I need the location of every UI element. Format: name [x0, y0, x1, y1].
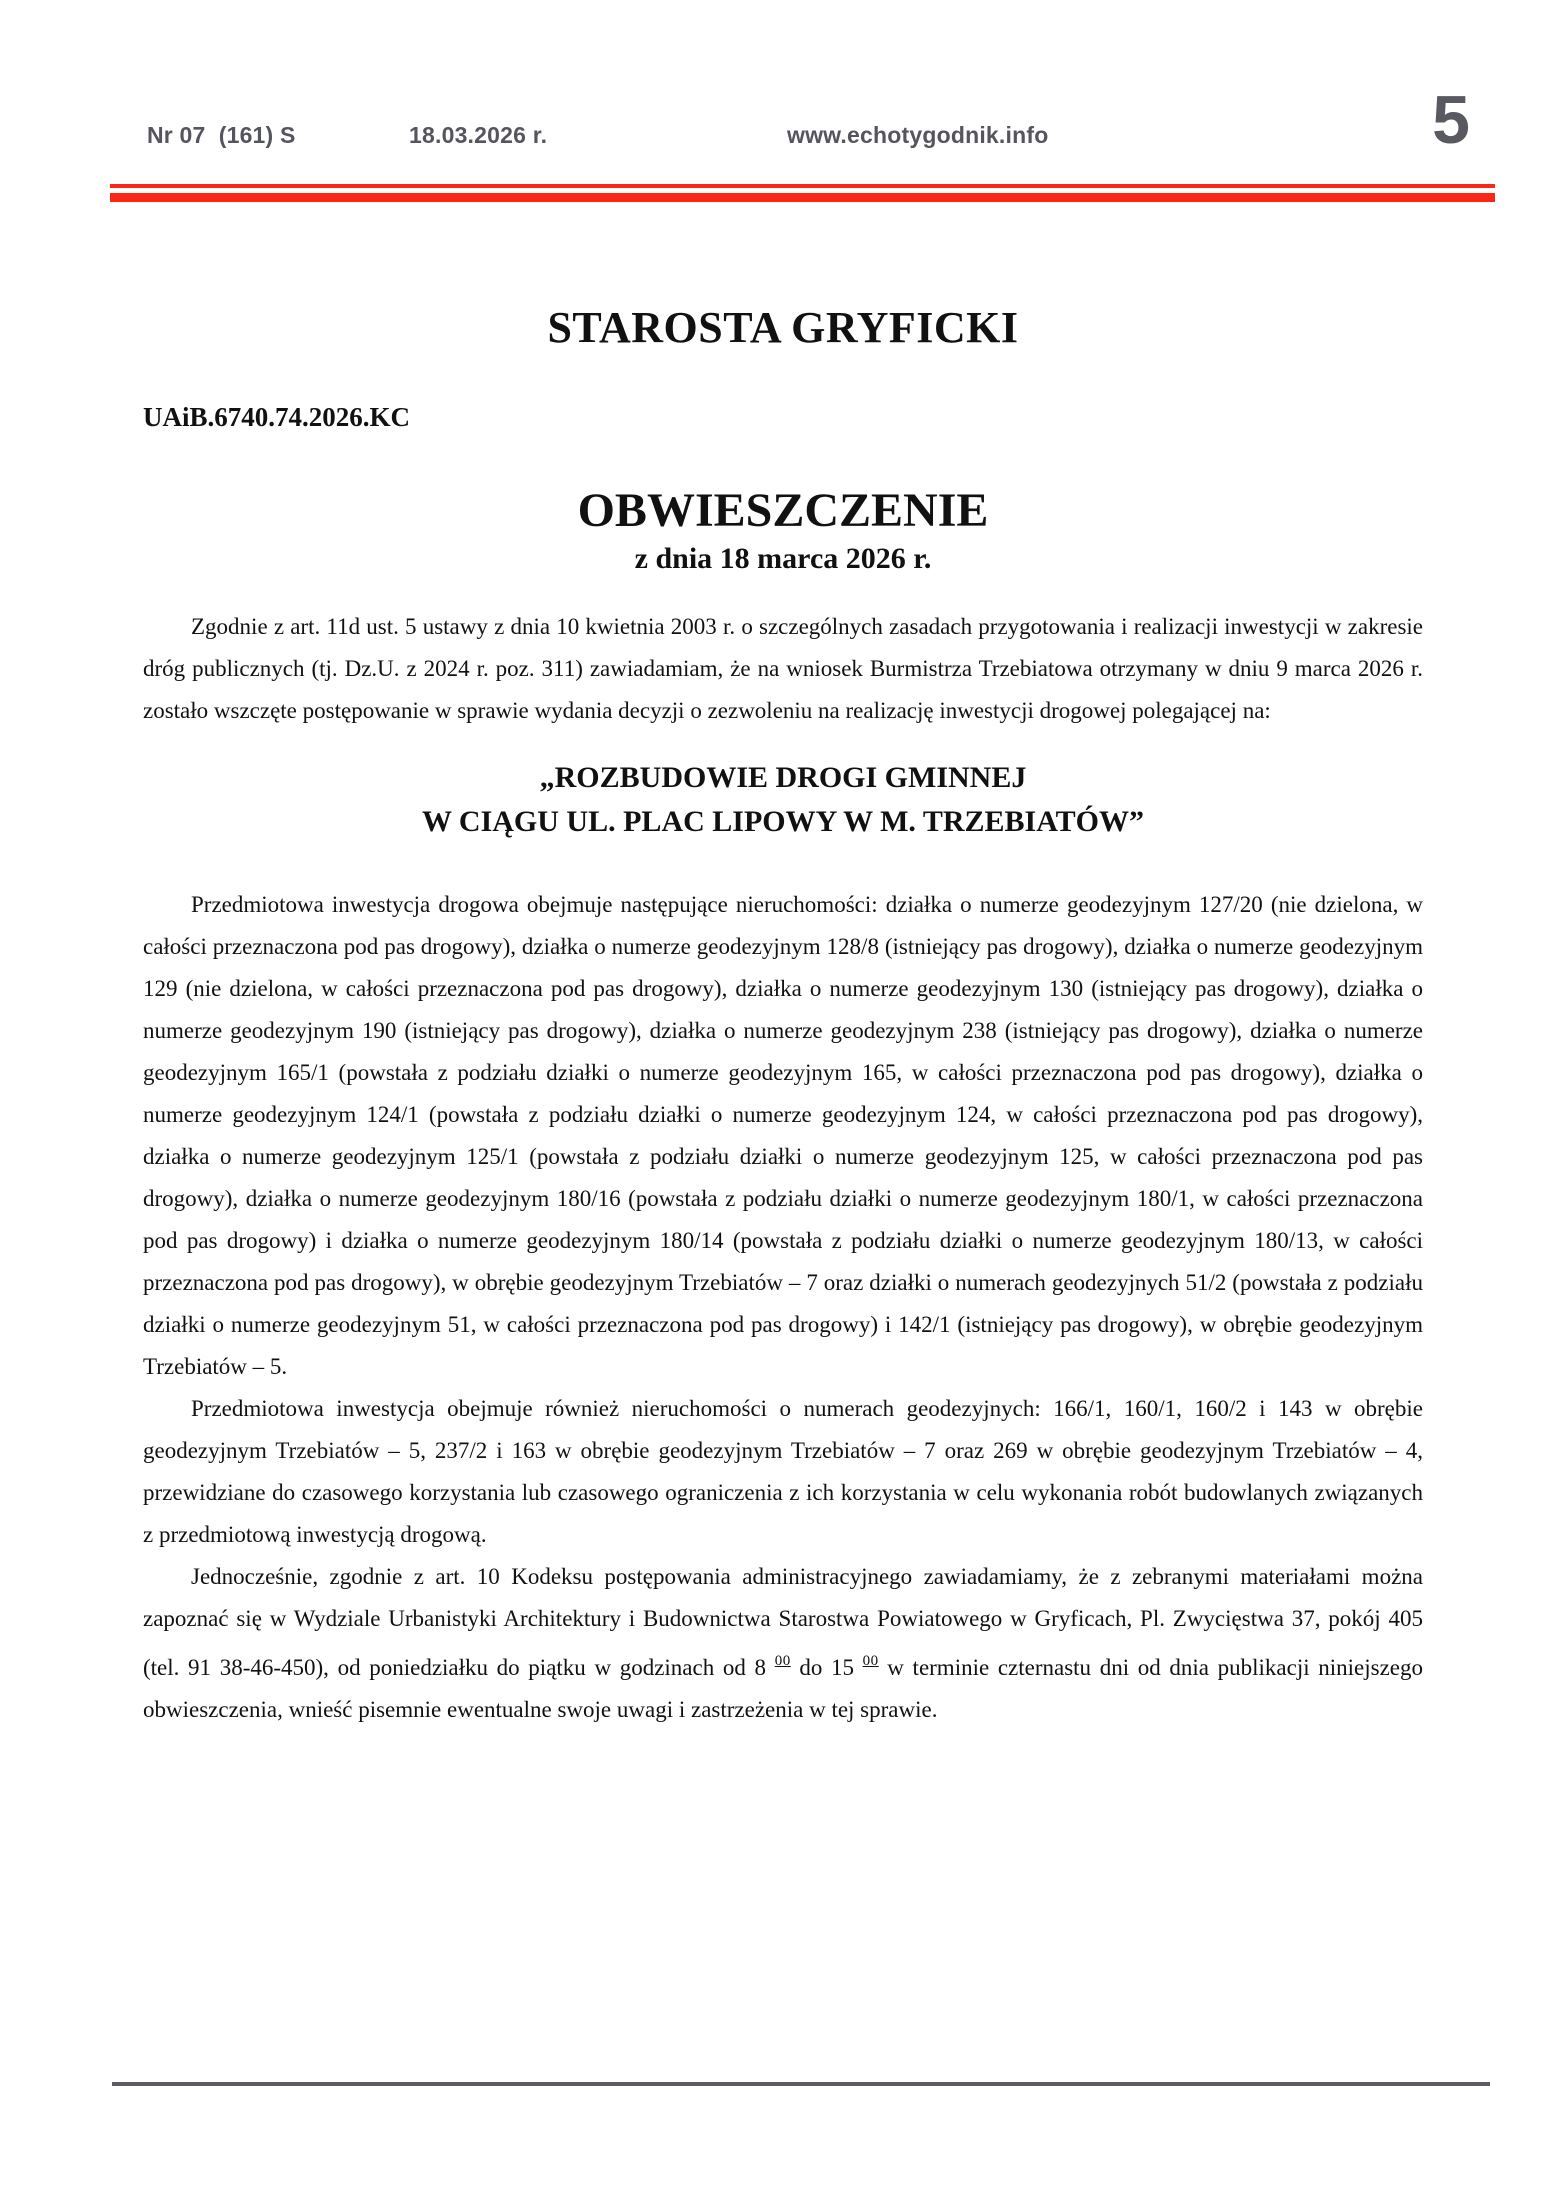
- header-rule: [110, 184, 1495, 202]
- case-reference: UAiB.6740.74.2026.KC: [143, 402, 411, 432]
- website-url: www.echotygodnik.info: [787, 122, 1049, 148]
- additional-parcels-paragraph: Przedmiotowa inwestycja obejmuje również nieruchomości o numerach geodezyjnych: 166/1, 160/1, 160/2 i 143 w obrębie geodezyjnym Trzebiatów – 5, 237/2 i 163 w obrębie geodezyjnym Trzebiatów – 7 oraz 269 w obrębie geodezyjnym Trzebiatów – 4, przewidziane do czasowego korzystania lub czasowego ograniczenia z ich korzystania w celu wykonania robót budowlanych związanych z przedmiotową inwestycją drogową.: [143, 1396, 1423, 1547]
- footer-rule: [112, 2082, 1490, 2086]
- project-name: [143, 756, 1423, 844]
- opening-hour-start: 8: [754, 1655, 767, 1680]
- publication-date: 18.03.2026 r.: [409, 122, 548, 148]
- parcels-paragraph: Przedmiotowa inwestycja drogowa obejmuje następujące nieruchomości: działka o numerze geodezyjnym 127/20 (nie dzielona, w całości przeznaczona pod pas drogowy), działka o numerze geodezyjnym 128/8 (istniejący pas drogowy), działka o numerze geodezyjnym 129 (nie dzielona, w całości przeznaczona pod pas drogowy), działka o numerze geodezyjnym 130 (istniejący pas drogowy), działka o numerze geodezyjnym 190 (istniejący pas drogowy), działka o numerze geodezyjnym 238 (istniejący pas drogowy), działka o numerze geodezyjnym 165/1 (powstała z podziału działki o numerze geodezyjnym 165, w całości przeznaczona pod pas drogowy), działka o numerze geodezyjnym 124/1 (powstała z podziału działki o numerze geodezyjnym 124, w całości przeznaczona pod pas drogowy), działka o numerze geodezyjnym 125/1 (powstała z podziału działki o numerze geodezyjnym 125, w całości przeznaczona pod pas drogowy), działka o numerze geodezyjnym 180/16 (powstała z podziału działki o numerze geodezyjnym 180/1, w całości przeznaczona pod pas drogowy) i działka o numerze geodezyjnym 180/14 (powstała z podziału działki o numerze geodezyjnym 180/13, w całości przeznaczona pod pas drogowy), w obrębie geodezyjnym Trzebiatów – 7 oraz działki o numerach geodezyjnych 51/2 (powstała z podziału działki o numerze geodezyjnym 51, w całości przeznaczona pod pas drogowy) i 142/1 (istniejący pas drogowy), w obrębie geodezyjnym Trzebiatów – 5.: [143, 892, 1423, 1379]
- closing-text-post: w terminie czternastu dni od dnia publikacji niniejszego obwieszczenia, wnieść pisemnie ewentualne swoje uwagi i zastrzeżenia w tej sprawie.: [143, 1655, 1424, 1722]
- opening-hour-start-minutes: 00: [774, 1653, 791, 1669]
- closing-text-pre: Jednocześnie, zgodnie z art. 10 Kodeksu postępowania administracyjnego zawiadamiamy, że z zebranymi materiałami można zapoznać się w Wydziale Urbanistyki Architektury i Budownictwa Starostwa Powiatowego w Gryficach, Pl. Zwycięstwa 37, pokój 405 (tel. 91 38-46-450), od poniedziałku do piątku w godzinach od: [143, 1564, 1423, 1680]
- opening-hour-end: 15: [830, 1655, 854, 1680]
- authority-title: STAROSTA GRYFICKI: [547, 303, 1019, 352]
- page-header: [0, 0, 1558, 180]
- opening-hour-end-minutes: 00: [862, 1653, 879, 1669]
- intro-paragraph: Zgodnie z art. 11d ust. 5 ustawy z dnia 10 kwietnia 2003 r. o szczególnych zasadach przygotowania i realizacji inwestycji w zakresie dróg publicznych (tj. Dz.U. z 2024 r. poz. 311) zawiadamiam, że na wniosek Burmistrza Trzebiatowa otrzymany w dniu 9 marca 2026 r. zostało wszczęte postępowanie w sprawie wydania decyzji o zezwoleniu na realizację inwestycji drogowej polegającej na:: [143, 614, 1423, 723]
- announcement-date: z dnia 18 marca 2026 r.: [634, 542, 932, 575]
- page-number: 5: [1432, 82, 1470, 158]
- announcement-title: OBWIESZCZENIE: [577, 484, 989, 537]
- header-rule-thick-line: [110, 193, 1495, 202]
- announcement-document: [143, 290, 1423, 1731]
- project-name-line2: W CIĄGU UL. PLAC LIPOWY W M. TRZEBIATÓW”: [421, 805, 1145, 838]
- closing-paragraph: [143, 1556, 1423, 1731]
- closing-text-mid: do: [790, 1655, 831, 1680]
- issue-number: Nr 07 (161) S: [147, 122, 296, 148]
- project-name-line1: „ROZBUDOWIE DROGI GMINNEJ: [539, 761, 1027, 794]
